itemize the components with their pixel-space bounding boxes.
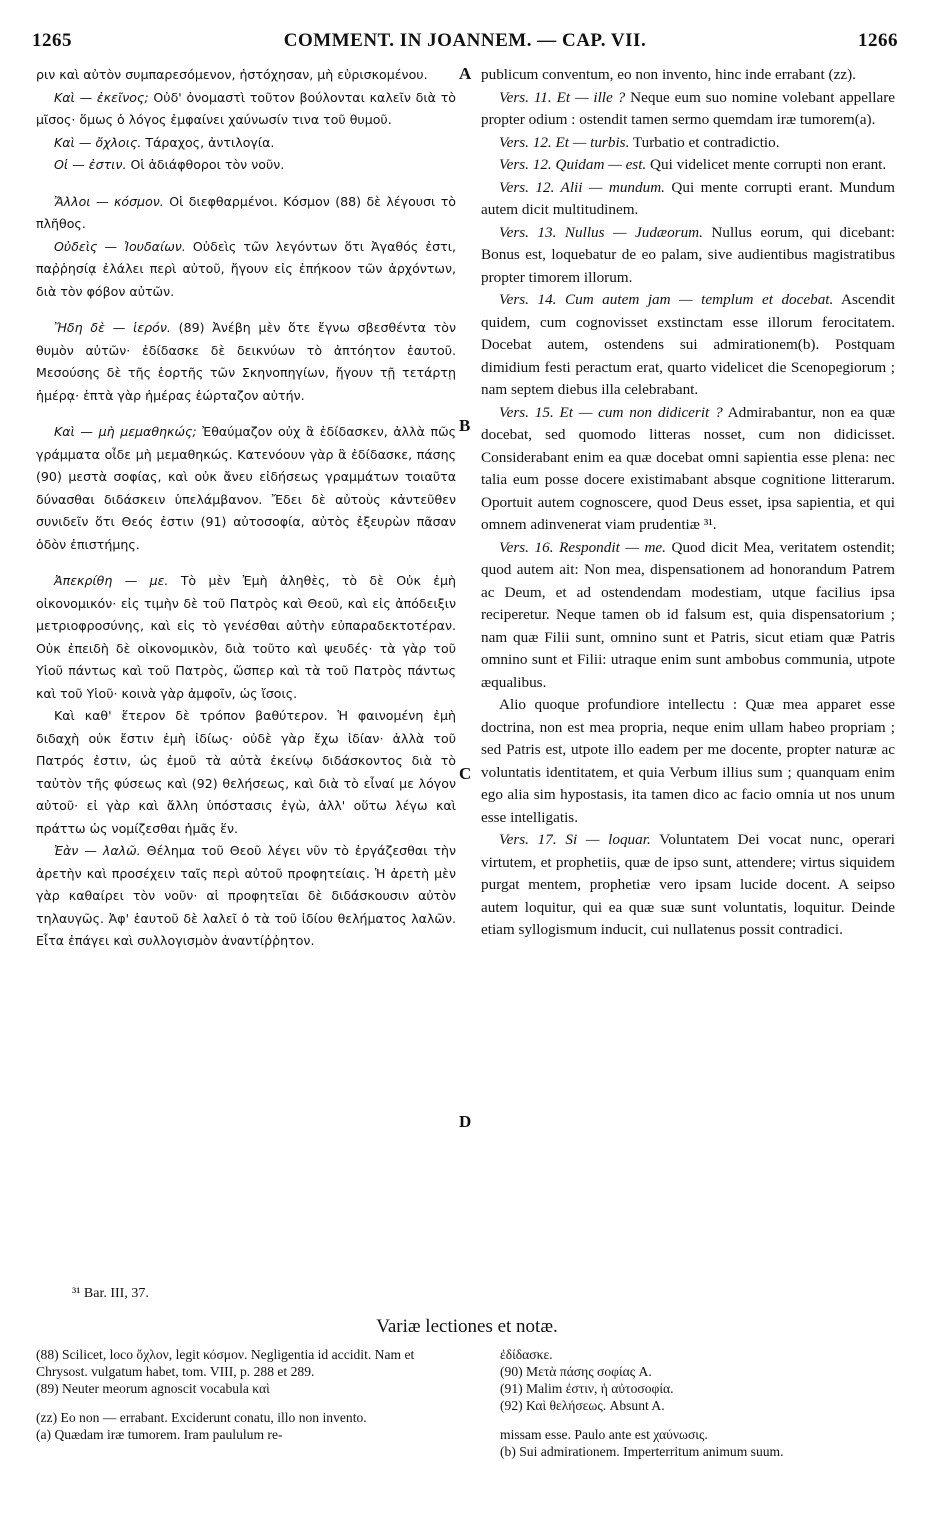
greek-paragraph: Ἤδη δὲ — ἱερόν. (89) Ἀνέβη μὲν ὅτε ἔγνω σβεσθέντα τὸν θυμὸν αὐτῶν· ἐδίδασκε δὲ δεικνύων τὸ ἀπτόητον ἑαυτοῦ. Μεσούσης δὲ τῆς ἑορτῆς τῶν Σκηνοπηγίων, ἤγουν τῇ τετάρτῃ ἡμέρᾳ· ἑπτὰ γὰρ ἡμέρας ἑώρταζον αὐτήν. — [36, 320, 457, 403]
note-item: (91) Malim ἐστιν, ἡ αὐτοσοφία. — [500, 1381, 674, 1396]
note-item: missam esse. Paulo ante est χαύνωσις. — [500, 1427, 708, 1442]
latin-paragraph: Vers. 13. Nullus — Judæorum. Nullus eorum, qui dicebant: Bonus est, loquebatur de eo palam, sive audientibus magistratibus propter timorem illorum. — [481, 223, 896, 286]
greek-paragraph: Οἱ — ἐστιν. Οἱ ἀδιάφθοροι τὸν νοῦν. — [54, 157, 285, 172]
greek-paragraph: Καὶ καθ' ἕτερον δὲ τρόπον βαθύτερον. Ἡ φαινομένη ἐμὴ διδαχὴ οὐκ ἔστιν ἐμὴ ἰδίως· οὐδὲ γὰρ ἔχω ἰδίαν· ἀλλὰ τοῦ Πατρός ἐστιν, ὡς ἐμοῦ τὰ αὐτὰ ἐκείνῳ διδάσκοντος διὰ τὸ ταὐτὸν τῆς φύσεως καὶ (92) θελήσεως, καὶ διὰ τὸ εἶναί με λόγον αὐτοῦ· εἰ γὰρ καὶ ἄλλη ὑπόστασις ἐγὼ, ἀλλ' οὕτω λέγω καὶ πράττω ὡς νομίζεσθαι ἡμᾶς ἕν. — [36, 708, 456, 836]
notes-right-column — [500, 1346, 896, 1460]
note-item: (zz) Eo non — errabant. Exciderunt conatu, illo non invento. — [36, 1410, 367, 1425]
note-item: (88) Scilicet, loco ὄχλον, legit κόσμον. Negligentia id accidit. Nam et Chrysost. vulgatum habet, tom. VIII, p. 288 et 289. — [36, 1347, 415, 1379]
greek-paragraph: Καὶ — μὴ μεμαθηκώς; Ἐθαύμαζον οὐχ ἃ ἐδίδασκεν, ἀλλὰ πῶς γράμματα οἶδε μὴ μεμαθηκώς. Κατενόουν γὰρ ἃ ἐδίδασκε, πάσης (90) μεστὰ σοφίας, καὶ οὐκ ἄνευ εἰδήσεως γραμμάτων τοιαῦτα δύνασθαι διδάσκειν ὑπελάμβανον. Ἔδει δὲ αὐτοὺς κἀντεῦθεν συνιδεῖν ὅτι Θεός ἐστιν (91) αὐτοσοφία, αὐτὸς ἐξευρὼν πᾶσαν ὁδὸν ἐπιστήμης. — [36, 424, 457, 552]
greek-paragraph: Οὐδεὶς — Ἰουδαίων. Οὐδεὶς τῶν λεγόντων ὅτι Ἀγαθός ἐστι, παῤῥησίᾳ ἐλάλει περὶ αὐτοῦ, ἤγουν εἰς ἐπήκοον τῶν ἀρχόντων, διὰ τὸν φόβον αὐτῶν. — [36, 238, 456, 299]
note-item: ἐδίδασκε. — [500, 1347, 553, 1362]
page-header — [32, 30, 898, 56]
page-number-right: 1266 — [858, 30, 898, 51]
latin-paragraph: publicum conventum, eo non invento, hinc inde errabant (zz). — [481, 66, 856, 83]
greek-paragraph: ριν καὶ αὐτὸν συμπαρεσόμενον, ἠστόχησαν, μὴ εὑρισκομένου. — [36, 67, 428, 82]
notes-left-column — [36, 1346, 456, 1443]
latin-paragraph: Vers. 15. Et — cum non didicerit ? Admirabantur, non ea quæ docebat, sed quomodo litteras nosset, cum non didicisset. Considerabant enim ea quæ docebat omni sapientia esse plena: nec talia eum posse docere existimabant absque cognitione litterarum. Oportuit autem cognoscere, quod Deus esset, ipsa sapientia, et qui omnem adinvenerat viam prudentiæ ³¹. — [481, 403, 895, 533]
greek-paragraph: Ἐὰν — λαλῶ. Θέλημα τοῦ Θεοῦ λέγει νῦν τὸ ἐργάζεσθαι τὴν ἀρετὴν καὶ προσέχειν ταῖς περὶ αὐτοῦ προφητείαις. Ἡ ἀρετὴ μὲν γὰρ καθαίρει τὸν νοῦν· αἱ προφητεῖαι δὲ διδάσκουσιν αὐτὸν τηλαυγῶς. Ἀφ' ἑαυτοῦ δὲ λαλεῖ ὁ τὰ τοῦ ἰδίου θελήματος λαλῶν. Εἶτα ἐπάγει καὶ συλλογισμὸν ἀναντίῤῥητον. — [36, 843, 456, 948]
page-number-left: 1265 — [32, 30, 72, 51]
margin-marker-b: B — [459, 416, 471, 435]
latin-paragraph: Vers. 16. Respondit — me. Quod dicit Mea, veritatem ostendit; quod autem ait: Non mea, dispensationem ad honorandum Patrem ac Deum, et ad ostendendam modestiam, utque facilius ipsa reciperetur. Neque tamen ob id falsum est, quia dispensatorium ; nam quæ Filii sunt, omnino sunt et Patris, sicut etiam quæ Patris omnino sunt et Filii: utraque enim sunt ambobus communia, utpote æqualibus. — [481, 538, 895, 691]
greek-paragraph: Καὶ — ἐκεῖνος; Οὐδ' ὀνομαστὶ τοῦτον βούλονται καλεῖν διὰ τὸ μῖσος· ὅμως ὁ λόγος ἐμφαίνει χαύνωσίν τινα τοῦ θυμοῦ. — [36, 89, 456, 127]
greek-paragraph: Ἄλλοι — κόσμον. Οἱ διεφθαρμένοι. Κόσμον (88) δὲ λέγουσι τὸ πλῆθος. — [36, 193, 456, 231]
note-item: (89) Neuter meorum agnoscit vocabula καὶ — [36, 1381, 270, 1396]
greek-paragraph: Καὶ — ὄχλοις. Τάραχος, ἀντιλογία. — [54, 134, 275, 150]
greek-paragraph: Ἀπεκρίθη — με. Τὸ μὲν Ἐμὴ ἀληθὲς, τὸ δὲ Οὐκ ἐμὴ οἰκονομικόν· εἰς τιμὴν δὲ τοῦ Πατρὸς καὶ Θεοῦ, καὶ εἰς ἀπόδειξιν μετριοφροσύνης, καὶ εἰς τὸ γενέσθαι αὐτὴν εὐπαραδεκτοτέραν. Οὐκ ἐπειδὴ δὲ οἰκονομικὸν, διὰ τοῦτο καὶ ψευδές· τὰ γὰρ τοῦ Υἱοῦ πάντως καὶ τοῦ Πατρὸς, ὥσπερ καὶ τὰ τοῦ Πατρὸς πάντως καὶ τοῦ Υἱοῦ· κοινὰ γὰρ ἀμφοῖν, ὡς ἴσοις. — [36, 573, 457, 701]
latin-paragraph: Vers. 12. Et — turbis. Turbatio et contradictio. — [499, 133, 780, 151]
note-item: (90) Μετὰ πάσης σοφίας A. — [500, 1364, 652, 1379]
latin-paragraph: Vers. 11. Et — ille ? Neque eum suo nomine volebant appellare propter odium : ostendit tamen sermo quemdam iræ tumorem(a). — [481, 88, 895, 128]
margin-marker-a: A — [459, 64, 472, 83]
running-title: COMMENT. IN JOANNEM. — CAP. VII. — [283, 30, 647, 51]
notes-title: Variæ lectiones et notæ. — [376, 1316, 558, 1337]
note-item: (92) Καὶ θελήσεως. Absunt A. — [500, 1398, 665, 1413]
latin-paragraph: Vers. 14. Cum autem jam — templum et docebat. Ascendit quidem, cum cognovisset exstinctam esse illorum ferocitatem. Docebat autem, ostendens sui admirationem(b). Postquam dimidium festi peractum erat, quarto videlicet die Scenopegiorum ; nam septem diebus illa celebrabant. — [481, 291, 895, 398]
note-item: (b) Sui admirationem. Imperterritum animum suum. — [500, 1444, 784, 1459]
latin-column — [481, 64, 895, 942]
margin-marker-c: C — [459, 764, 472, 783]
greek-column — [36, 64, 456, 953]
latin-paragraph: Vers. 17. Si — loquar. Voluntatem Dei vocat nunc, operari virtutem, et prophetiis, quæ de ipso sunt, attendere; virtus siquidem purgat mentem, prophetiæ vero ipsam lucide docent. A seipso autem loquitur, qui ea quæ suæ sunt voluntatis, loquitur. Deinde etiam syllogismum inducit, cui nullatenus possit contradici. — [481, 831, 895, 938]
footnote: ³¹ Bar. III, 37. — [72, 1286, 149, 1301]
note-item: (a) Quædam iræ tumorem. Iram paululum re- — [36, 1427, 283, 1442]
latin-paragraph: Alio quoque profundiore intellectu : Quæ mea apparet esse doctrina, non est mea propria, neque enim ullam habeo propriam ; sed Patris est, utpote illo eadem per me docente, propter naturæ ac voluntatis identitatem, et quia Verbum illius sum ; quanquam enim ego alia sim hypostasis, ita tamen dico ac facio omnia ut nos unum esse intelligatis. — [481, 696, 895, 826]
latin-paragraph: Vers. 12. Alii — mundum. Qui mente corrupti erant. Mundum autem dicit multitudinem. — [481, 178, 895, 218]
margin-marker-d: D — [459, 1112, 472, 1131]
latin-paragraph: Vers. 12. Quidam — est. Qui videlicet mente corrupti non erant. — [499, 156, 887, 173]
